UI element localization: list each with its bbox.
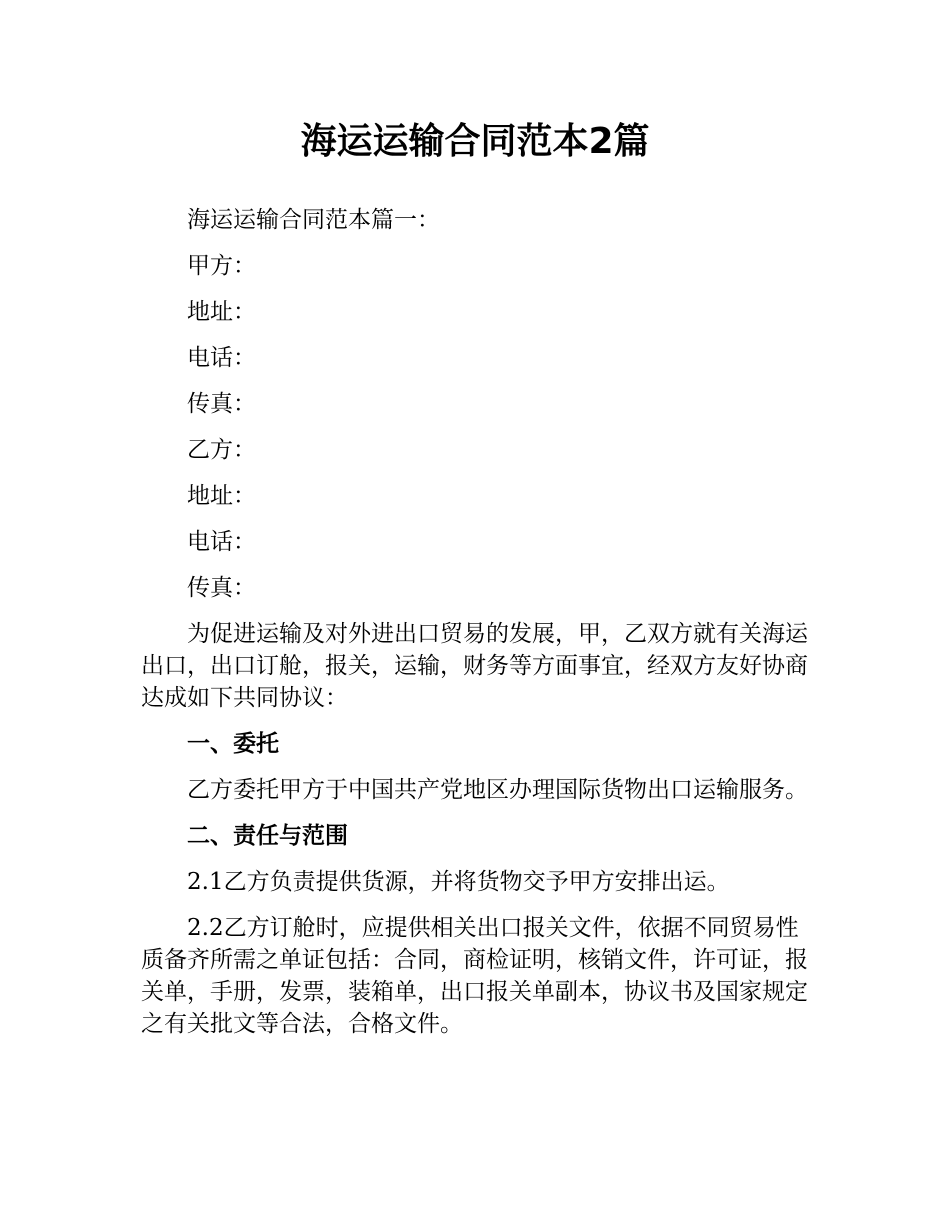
party-b-name-label: 乙方： bbox=[187, 437, 256, 463]
section-paragraph: 乙方委托甲方于中国共产党地区办理国际货物出口运输服务。 bbox=[187, 777, 808, 803]
party-a-name-label: 甲方： bbox=[187, 253, 256, 279]
party-b-fax-label: 传真： bbox=[187, 575, 256, 601]
party-a-phone-label: 电话： bbox=[187, 345, 256, 371]
contract-subtitle: 海运运输合同范本篇一： bbox=[187, 207, 440, 233]
party-a-address-label: 地址： bbox=[187, 299, 256, 325]
intro-paragraph: 为促进运输及对外进出口贸易的发展，甲，乙双方就有关海运出口，出口订舱，报关，运输，财务等方面事宜，经双方友好协商达成如下共同协议： bbox=[141, 621, 808, 711]
party-a-fax-label: 传真： bbox=[187, 391, 256, 417]
section-heading-responsibility-scope: 二、责任与范围 bbox=[187, 823, 348, 849]
document-title: 海运运输合同范本2篇 bbox=[300, 121, 650, 162]
clause-2-2: 2.2乙方订舱时，应提供相关出口报关文件，依据不同贸易性质备齐所需之单证包括：合同，商检证明，核销文件，许可证，报关单，手册，发票，装箱单，出口报关单副本，协议书及国家规定之有关批文等合法，合格文件。 bbox=[141, 915, 808, 1037]
section-heading-entrustment: 一、委托 bbox=[187, 731, 279, 757]
party-b-phone-label: 电话： bbox=[187, 529, 256, 555]
party-b-address-label: 地址： bbox=[187, 483, 256, 509]
clause-2-1: 2.1乙方负责提供货源，并将货物交予甲方安排出运。 bbox=[187, 869, 730, 895]
document-body bbox=[141, 204, 811, 1054]
